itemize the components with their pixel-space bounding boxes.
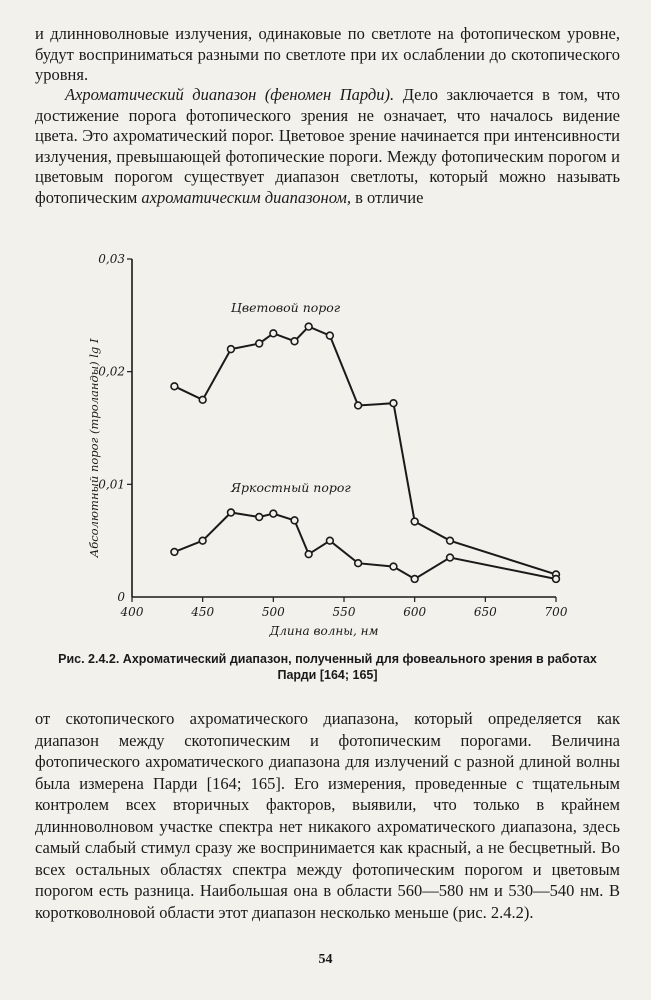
y-tick-label: 0: [117, 590, 125, 604]
y-tick-label: 0,01: [98, 477, 125, 492]
x-tick-label: 650: [473, 605, 497, 619]
figure-caption-text: Ахроматический диапазон, полученный для фовеального зрения в работах Парди [164; 165]: [119, 652, 597, 682]
page-number: 54: [318, 952, 333, 967]
x-tick-label: 450: [191, 605, 215, 619]
section-heading: Ахроматический диапазон (феномен Парди).: [65, 85, 395, 104]
paragraph-1: и длинноволновые излучения, одинаковые по светлоте на фотопическом уровне, будут восприниматься разными по светлоте при их ослаблении до скотопического уровня.: [35, 24, 620, 84]
series-2-point: [291, 517, 298, 524]
series-2-point: [270, 510, 277, 517]
series-2-point: [553, 576, 560, 583]
series-1-point: [390, 400, 397, 407]
series-1-point: [199, 396, 206, 403]
series-1-point: [355, 402, 362, 409]
series-2-point: [228, 509, 235, 516]
x-axis-label: Длина волны, нм: [269, 624, 379, 638]
x-tick-label: 500: [261, 605, 285, 619]
y-tick-label: 0,03: [98, 252, 125, 266]
x-tick-label: 400: [120, 605, 144, 619]
series-1-point: [291, 338, 298, 345]
figure-caption: [40, 651, 615, 683]
figure-number: Рис. 2.4.2.: [58, 652, 120, 666]
series-1-point: [171, 383, 178, 390]
series-2-point: [411, 576, 418, 583]
series-2-point: [171, 549, 178, 556]
series-1-point: [326, 332, 333, 339]
series-2-point: [305, 551, 312, 558]
series-2-point: [256, 514, 263, 521]
series-1-point: [447, 537, 454, 544]
paragraph-3: от скотопического ахроматического диапазона, который определяется как диапазон между скотопическим и фотопическим порогами. Величина фотопического ахроматического диапазона для излучений с разной длиной волны была измерена Парди [164; 165]. Его измерения, проведенные с тщательным контролем всех вторичных факторов, выявили, что только в крайнем длинноволновом участке спектра нет никакого ахроматического диапазона, здесь самый слабый стимул сразу же воспринимается как красный, а не бесцветный. Во всех остальных областях спектра между фотопическим порогом и цветовым порогом есть разница. Наибольшая она в области 560—580 нм и 530—540 нм. В коротковолновой области этот диапазон несколько меньше (рис. 2.4.2).: [35, 709, 620, 922]
series-2-point: [326, 537, 333, 544]
series-line-1: [174, 327, 556, 575]
series-label-2: Яркостный порог: [230, 480, 351, 496]
achromatic-range-chart: [60, 245, 590, 645]
series-2-point: [355, 560, 362, 567]
series-1-point: [270, 330, 277, 337]
x-tick-label: 700: [544, 605, 568, 619]
y-tick-label: 0,02: [98, 364, 125, 379]
series-1-point: [256, 340, 263, 347]
paragraph-2-text-a: Дело заключается в том, что достижение порога фотопического зрения не означает, что началось видение цвета. Это ахроматический порог. Цветовое зрение начинается при интенсивности излучения, превышающей фотопические пороги. Между фотопическим порогом и цветовым порогом существует диапазон светлоты, который можно называть фотопическим: [35, 85, 620, 207]
series-1-point: [228, 346, 235, 353]
series-label-1: Цветовой порог: [230, 299, 341, 315]
y-axis-label: Абсолютный порог (троланды) lg I: [87, 338, 101, 558]
x-tick-label: 550: [332, 605, 356, 619]
series-2-point: [199, 537, 206, 544]
series-1-point: [411, 518, 418, 525]
paragraph-2: [35, 85, 620, 208]
series-2-point: [447, 554, 454, 561]
series-line-2: [174, 513, 556, 579]
paragraph-2-text-b: в отличие: [351, 187, 424, 207]
x-tick-label: 600: [403, 605, 427, 619]
term-achromatic-range: ахроматическим диапазоном,: [141, 187, 351, 207]
series-2-point: [390, 563, 397, 570]
series-1-point: [305, 323, 312, 330]
